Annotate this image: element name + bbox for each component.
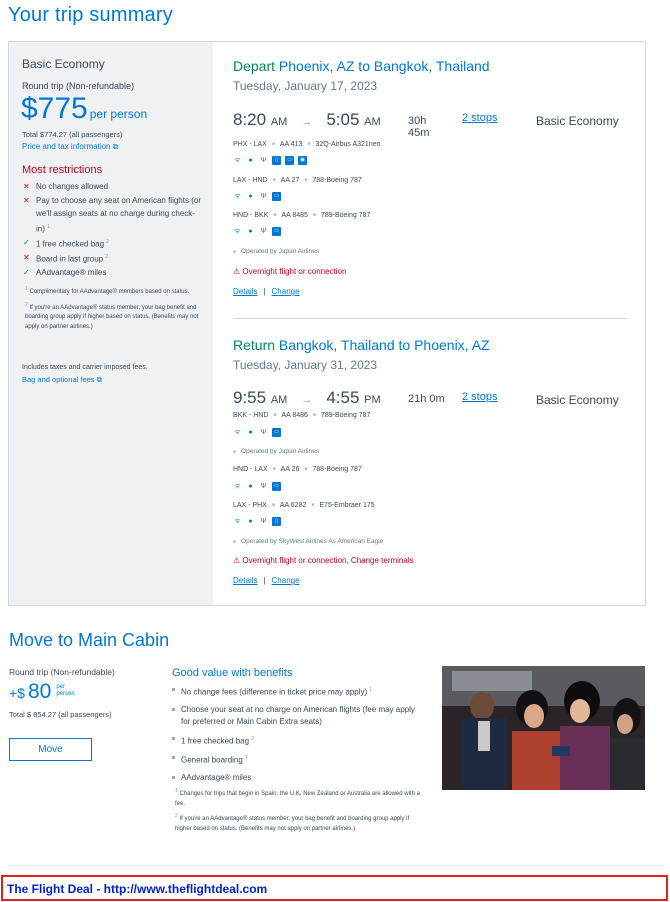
food-icon: ●: [248, 518, 253, 525]
return-title: Return Bangkok, Thailand to Phoenix, AZ: [233, 337, 490, 353]
alert-icon: ⚠: [233, 267, 241, 276]
change-link[interactable]: Change: [271, 287, 300, 296]
amenities: [233, 517, 281, 526]
upgrade-total: Total $ 854.27 (all passengers): [9, 710, 112, 719]
tv-icon: ▭: [272, 227, 281, 236]
wifi-icon: ᯤ: [234, 193, 241, 200]
food-icon: ●: [248, 193, 253, 200]
power-icon: Ψ: [260, 429, 267, 436]
restrictions-title: Most restrictions: [22, 164, 103, 176]
depart-links: Details | Change: [233, 287, 300, 296]
return-warning: ⚠ Overnight flight or connection, Change terminals: [233, 556, 414, 565]
power-icon: Ψ: [260, 228, 267, 235]
details-link[interactable]: Details: [233, 287, 258, 296]
external-link-icon: ⧉: [96, 375, 103, 384]
upgrade-title: Move to Main Cabin: [9, 630, 170, 650]
wifi-icon: ᯤ: [234, 157, 241, 164]
amenities: [233, 227, 281, 236]
operated-by: ■ Operated by Japan Airlines: [233, 248, 320, 255]
taxes-note: Includes taxes and carrier imposed fees.: [22, 364, 148, 371]
return-times: 9:55 AM → 4:55 PM: [233, 388, 381, 407]
return-date: Tuesday, January 31, 2023: [233, 358, 378, 372]
benefit-item: General boarding $^2$: [172, 752, 422, 767]
trip-type: Round trip (Non-refundable): [22, 81, 135, 91]
restriction-item: ✕ Pay to choose any seat on American flights (or we'll assign seats at no charge during check-in) $^1$: [23, 195, 201, 234]
benefits-list: [172, 684, 422, 789]
check-icon: ✓: [23, 237, 30, 247]
wifi-icon: ᯤ: [234, 228, 241, 235]
arrow-right-icon: →: [301, 394, 313, 406]
depart-title: Depart Phoenix, AZ to Bangkok, Thailand: [233, 58, 490, 74]
tv-icon: ▭: [272, 428, 281, 437]
benefit-item: No change fees (difference in ticket price may apply) $^1$: [172, 684, 422, 699]
power-icon: Ψ: [260, 157, 267, 164]
price-per-label: per person: [89, 107, 148, 121]
fare-price: [21, 92, 147, 126]
food-icon: ●: [248, 429, 253, 436]
external-link-icon: ⧉: [112, 142, 119, 151]
flight-leg: LAX - PHX ■ AA 6282 ■ E75-Embraer 175: [233, 502, 375, 509]
food-icon: ●: [248, 157, 253, 164]
amenities: [233, 192, 281, 201]
alert-icon: ⚠: [233, 556, 241, 565]
depart-date: Tuesday, January 17, 2023: [233, 79, 378, 93]
benefits-title: Good value with benefits: [172, 667, 293, 679]
total-price: Total $774.27 (all passengers): [22, 130, 123, 139]
flight-leg: BKK - HND ■ AA 8486 ■ 789-Boeing 787: [233, 412, 371, 419]
restriction-item: ✕ Board in last group $^2$: [23, 252, 109, 264]
operated-by: ■ Operated by Japan Airlines: [233, 448, 320, 455]
depart-duration: 30h 45m: [408, 115, 430, 139]
move-button[interactable]: Move: [9, 738, 92, 761]
price-tax-link[interactable]: Price and tax information ⧉: [22, 142, 119, 151]
fare-summary-panel: [9, 42, 213, 605]
divider: [8, 865, 664, 866]
wifi-icon: ᯤ: [234, 483, 241, 490]
page-title: Your trip summary: [8, 4, 173, 26]
tv-icon: ▭: [285, 156, 294, 165]
fare-footnotes: $^1$ Complimentary for AAdvantage® members based on status. $^2$ If you're an AAdvantage® status member, your bag benefit and boarding group apply if higher based on status. (Benefits may not apply on partner airlines.): [25, 286, 199, 330]
wifi-icon: ᯤ: [234, 429, 241, 436]
tv-icon: ▭: [272, 192, 281, 201]
passengers-photo: [442, 666, 645, 790]
power-icon: Ψ: [260, 483, 267, 490]
benefit-item: 1 free checked bag $^2$: [172, 733, 422, 748]
power-icon: Ψ: [260, 518, 267, 525]
arrow-right-icon: →: [301, 116, 313, 128]
stream-icon: ▣: [298, 156, 307, 165]
upgrade-trip-type: Round trip (Non-refundable): [9, 667, 115, 677]
depart-stops-link[interactable]: 2 stops: [462, 112, 498, 124]
restrictions-list: [22, 180, 202, 279]
phone-icon: ▯: [272, 517, 281, 526]
watermark-banner: [1, 875, 668, 901]
change-link[interactable]: Change: [271, 576, 300, 585]
x-icon: ✕: [23, 252, 30, 262]
itinerary-panel: [213, 42, 645, 605]
x-icon: ✕: [23, 182, 30, 191]
amenities: [233, 482, 281, 491]
amenities: [233, 428, 281, 437]
upgrade-price: +$ 80 per person: [9, 680, 75, 703]
food-icon: ●: [248, 228, 253, 235]
return-links: Details | Change: [233, 576, 300, 585]
food-icon: ●: [248, 483, 253, 490]
benefit-item: Choose your seat at no charge on American flights (fee may apply for preferred or Main Cabin Extra seats): [172, 704, 422, 728]
divider: [233, 318, 627, 319]
flight-leg: HND - LAX ■ AA 26 ■ 788-Boeing 787: [233, 466, 362, 473]
benefit-item: AAdvantage® miles: [172, 772, 422, 784]
return-stops-link[interactable]: 2 stops: [462, 391, 498, 403]
price-amount: $775: [21, 92, 88, 125]
operated-by: ■ Operated by SkyWest Airlines As American Eagle: [233, 538, 384, 545]
amenities: [233, 156, 307, 165]
depart-warning: ⚠ Overnight flight or connection: [233, 267, 347, 276]
depart-cabin: Basic Economy: [536, 114, 619, 128]
bag-fees-link[interactable]: Bag and optional fees ⧉: [22, 375, 103, 384]
phone-icon: ▯: [272, 156, 281, 165]
power-icon: Ψ: [260, 193, 267, 200]
restriction-item: ✓ AAdvantage® miles: [22, 266, 202, 280]
trip-summary-card: [8, 41, 646, 606]
depart-times: 8:20 AM → 5:05 AM: [233, 110, 381, 129]
wifi-icon: ᯤ: [234, 518, 241, 525]
watermark-text: The Flight Deal - http://www.theflightdeal.com: [7, 882, 268, 896]
fare-name: Basic Economy: [22, 57, 105, 71]
restriction-item: ✕ No changes allowed: [22, 180, 202, 194]
details-link[interactable]: Details: [233, 576, 258, 585]
flight-leg: HND - BKK ■ AA 8485 ■ 789-Boeing 787: [233, 212, 371, 219]
restriction-item: ✓ 1 free checked bag $^2$: [23, 237, 110, 249]
tv-icon: ▭: [272, 482, 281, 491]
check-icon: ✓: [23, 267, 30, 277]
flight-leg: LAX - HND ■ AA 27 ■ 788-Boeing 787: [233, 177, 362, 184]
return-cabin: Basic Economy: [536, 393, 619, 407]
return-duration: 21h 0m: [408, 393, 445, 405]
x-icon: ✕: [23, 195, 30, 205]
flight-leg: PHX - LAX ■ AA 413 ■ 32Q-Airbus A321neo: [233, 141, 381, 148]
benefit-footnotes: $^1$ Changes for trips that begin in Spain, the U.K, New Zealand or Australia are allowed with a fee. $^2$ If you're an AAdvantage® status member, your bag benefit and boarding group apply if higher based on status. (Benefits may not apply on partner airlines.): [175, 788, 420, 832]
